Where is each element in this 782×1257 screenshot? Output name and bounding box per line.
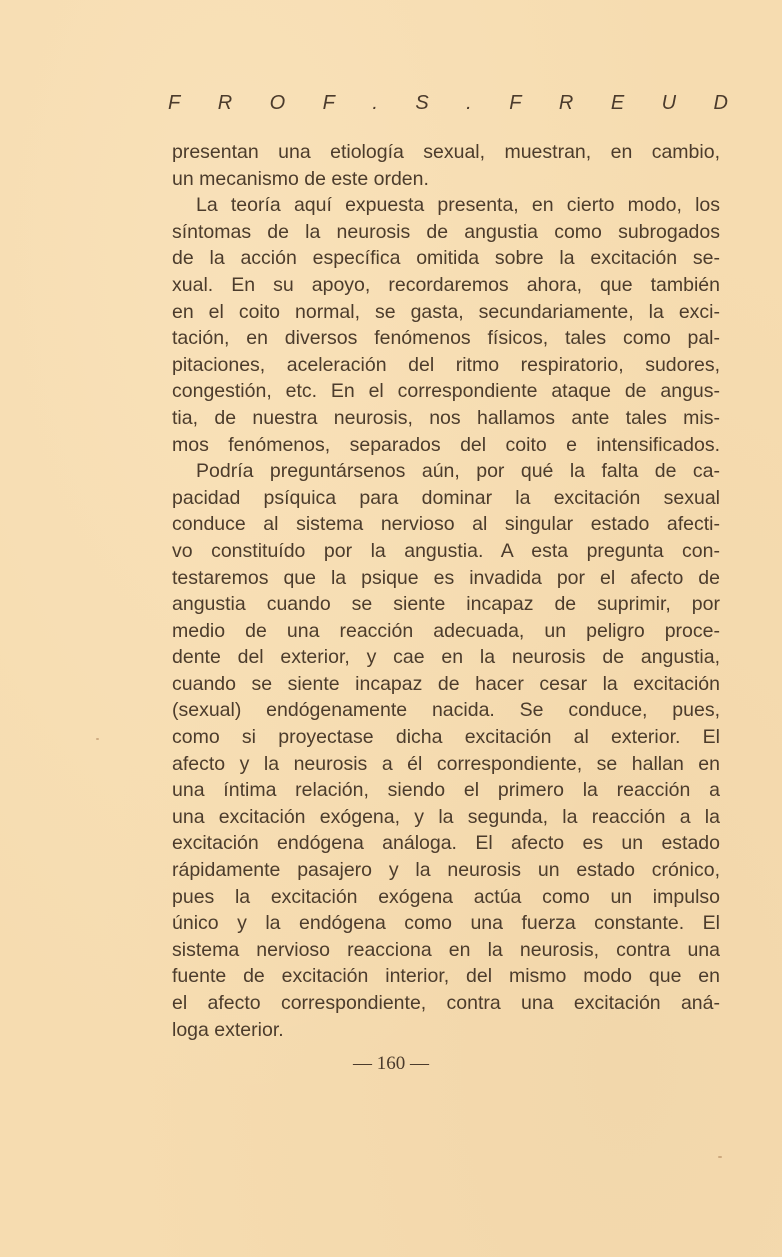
text-line: cuando se siente incapaz de hacer cesar la excitación <box>172 672 720 695</box>
text-line: como si proyectase dicha excitación al exterior. El <box>172 726 720 749</box>
text-line: tación, en diversos fenómenos físicos, tales como pal- <box>172 327 720 350</box>
text-line: síntomas de la neurosis de angustia como subrogados <box>172 220 720 243</box>
paper-speck <box>718 1156 722 1158</box>
text-line: excitación endógena análoga. El afecto es un estado <box>172 832 720 855</box>
running-head-letter: O <box>269 92 286 114</box>
text-line: el afecto correspondiente, contra una excitación aná- <box>172 992 720 1014</box>
running-head-letter: U <box>661 92 677 114</box>
running-head-letter: . <box>466 92 472 114</box>
text-line: en el coito normal, se gasta, secundariamente, la exci- <box>172 300 720 323</box>
text-line: sistema nervioso reacciona en la neurosis, contra una <box>172 938 720 961</box>
text-line: (sexual) endógenamente nacida. Se conduce, pues, <box>172 699 720 722</box>
text-line: mos fenómenos, separados del coito e intensificados. <box>172 433 720 456</box>
text-line: único y la endógena como una fuerza constante. El <box>172 912 720 935</box>
text-line: testaremos que la psique es invadida por el afecto de <box>172 566 720 589</box>
paragraph <box>172 192 720 458</box>
text-line: Podría preguntársenos aún, por qué la falta de ca- <box>196 460 720 483</box>
running-head-letter: . <box>372 92 378 114</box>
text-line: dente del exterior, y cae en la neurosis de angustia, <box>172 646 720 669</box>
text-line: presentan una etiología sexual, muestran, en cambio, <box>172 141 720 163</box>
text-line: fuente de excitación interior, del mismo modo que en <box>172 965 720 988</box>
running-head-letter: R <box>558 92 574 114</box>
text-line: loga exterior. <box>172 1018 284 1041</box>
text-line: una íntima relación, siendo el primero la reacción a <box>172 779 720 802</box>
text-line: angustia cuando se siente incapaz de suprimir, por <box>172 593 720 616</box>
running-head-letter: F <box>322 92 335 114</box>
text-line: un mecanismo de este orden. <box>172 167 429 190</box>
running-head-letter: S <box>415 92 429 114</box>
text-line: conduce al sistema nervioso al singular estado afecti- <box>172 513 720 536</box>
paragraph <box>172 458 720 1043</box>
text-line: pues la excitación exógena actúa como un impulso <box>172 885 720 908</box>
text-line: congestión, etc. En el correspondiente ataque de angus- <box>172 380 720 403</box>
running-head-letter: E <box>610 92 625 114</box>
text-line: vo constituído por la angustia. A esta pregunta con- <box>172 539 720 562</box>
body-text <box>172 139 720 1043</box>
running-head-letter: D <box>713 92 728 114</box>
text-line: afecto y la neurosis a él correspondiente, se hallan en <box>172 752 720 775</box>
running-head-letter: F <box>509 92 522 114</box>
text-line: pacidad psíquica para dominar la excitación sexual <box>172 486 720 509</box>
page-number: — 160 — <box>353 1053 429 1074</box>
paper-speck <box>96 738 99 740</box>
text-line: pitaciones, aceleración del ritmo respiratorio, sudores, <box>172 353 720 376</box>
paragraph <box>172 139 720 192</box>
text-line: xual. En su apoyo, recordaremos ahora, que también <box>172 273 720 296</box>
running-head-letter: R <box>217 92 233 114</box>
text-line: de la acción específica omitida sobre la excitación se- <box>172 247 720 270</box>
text-line: tia, de nuestra neurosis, nos hallamos ante tales mis- <box>172 406 720 429</box>
text-line: una excitación exógena, y la segunda, la reacción a la <box>172 805 720 828</box>
text-line: La teoría aquí expuesta presenta, en cierto modo, los <box>196 194 720 217</box>
text-line: medio de una reacción adecuada, un peligro proce- <box>172 619 720 642</box>
running-head <box>168 92 728 115</box>
running-head-letter: F <box>168 92 181 114</box>
text-line: rápidamente pasajero y la neurosis un estado crónico, <box>172 859 720 882</box>
